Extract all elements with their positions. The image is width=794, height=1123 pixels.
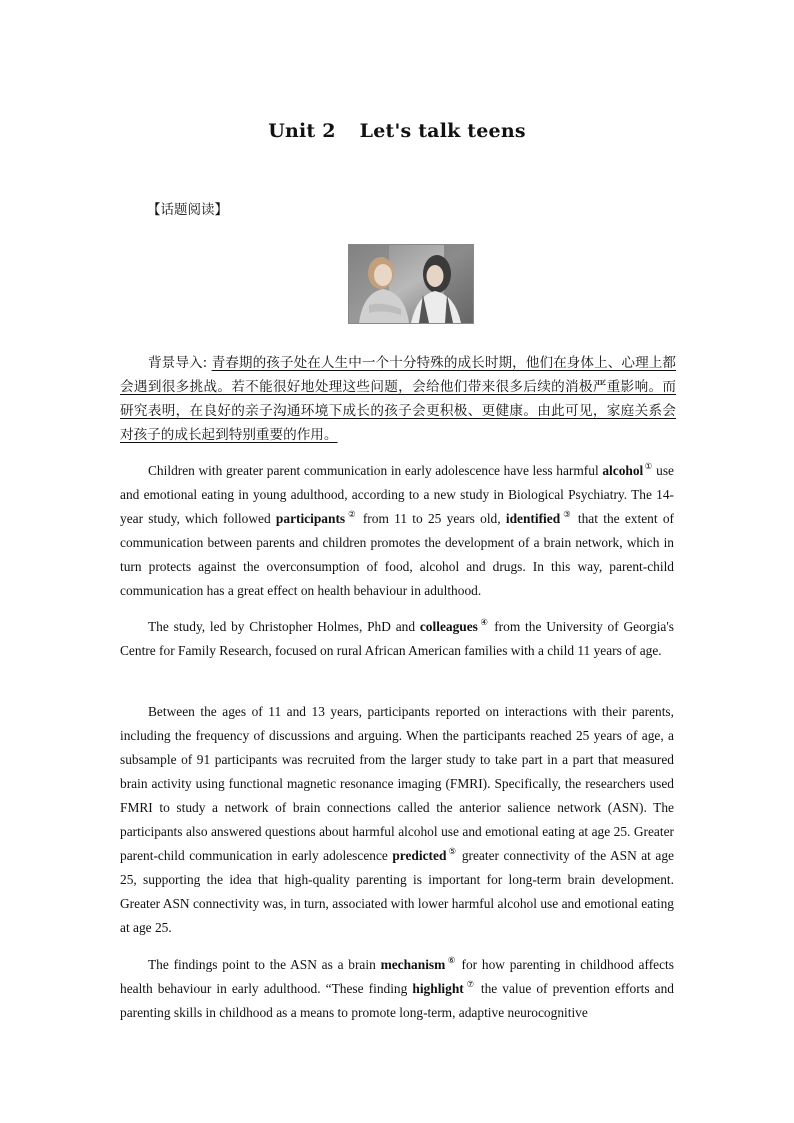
vocab-word: participants (275, 511, 346, 526)
paragraph-1 (120, 459, 674, 603)
text-run: The findings point to the ASN as a brain (148, 957, 381, 972)
vocab-word: predicted (392, 848, 447, 863)
text-run: for how parenting in childhood affects health behaviour in early adulthood. “These finding (120, 957, 674, 996)
vocab-word: highlight (412, 981, 464, 996)
two-teen-girls-chatting-photo (348, 244, 474, 324)
text-run: from 11 to 25 years old, (357, 511, 506, 526)
text-run: Between the ages of 11 and 13 years, participants reported on interactions with their parents, including the frequency of discussions and arguing. When the participants reached 25 years of age, a subsample of 91 participants was recruited from the larger study to take part in a part that measured brain activity using functional magnetic resonance imaging (FMRI). Specifically, the researchers used FMRI to study a network of brain connections called the anterior salience network (ASN). The participants also answered questions about harmful alcohol use and emotional eating at age 25. Greater parent-child communication in early adolescence (120, 704, 674, 863)
background-label: 背景导入: (148, 355, 212, 371)
vocab-word: colleagues (419, 619, 478, 634)
section-label: 【话题阅读】 (147, 202, 228, 218)
paragraph-3 (120, 700, 674, 940)
vocab-word: alcohol (602, 463, 644, 478)
page-title (0, 120, 794, 142)
paragraph-2 (120, 615, 674, 663)
vocab-number: ⑦ (464, 979, 476, 989)
vocab-number: ③ (561, 509, 573, 519)
paragraph-4 (120, 953, 674, 1025)
text-run: The study, led by Christopher Holmes, PhD and (148, 619, 420, 634)
background-text: 青春期的孩子处在人生中一个十分特殊的成长时期，他们在身体上、心理上都会遇到很多挑战。若不能很好地处理这些问题，会给他们带来很多后续的消极严重影响。而研究表明，在良好的亲子沟通环境下成长的孩子会更积极、更健康。由此可见，家庭关系会对孩子的成长起到特别重要的作用。 (120, 355, 676, 443)
background-intro (120, 351, 676, 447)
text-run: greater connectivity of the ASN at age 25, supporting the idea that high-quality parenting is important for long-term brain development. Greater ASN connectivity was, in turn, associated with lower harmful alcohol use and emotional eating at age 25. (120, 848, 674, 935)
text-run: use and emotional eating in young adulthood, according to a new study in Biological Psychiatry. The 14-year study, which followed (120, 463, 674, 526)
text-run: that the extent of communication between parents and children promotes the development of a brain network, which in turn protects against the overconsumption of food, alcohol and drugs. In this way, parent-child communication has a great effect on health behaviour in adulthood. (120, 511, 674, 598)
vocab-word: identified (505, 511, 561, 526)
unit-name: Let's talk teens (359, 120, 526, 142)
vocab-word: mechanism (380, 957, 446, 972)
unit-number: Unit 2 (268, 120, 336, 142)
text-run: the value of prevention efforts and parenting skills in childhood as a means to promote long-term, adaptive neurocognitive (120, 981, 675, 1020)
vocab-number: ⑥ (446, 955, 457, 965)
text-run: from the University of Georgia's Centre for Family Research, focused on rural African American families with a child 11 years of age. (120, 619, 674, 658)
vocab-number: ① (644, 461, 653, 471)
text-run: Children with greater parent communication in early adolescence have less harmful (148, 463, 603, 478)
vocab-number: ④ (478, 617, 490, 627)
vocab-number: ⑤ (447, 846, 458, 856)
vocab-number: ② (346, 509, 358, 519)
